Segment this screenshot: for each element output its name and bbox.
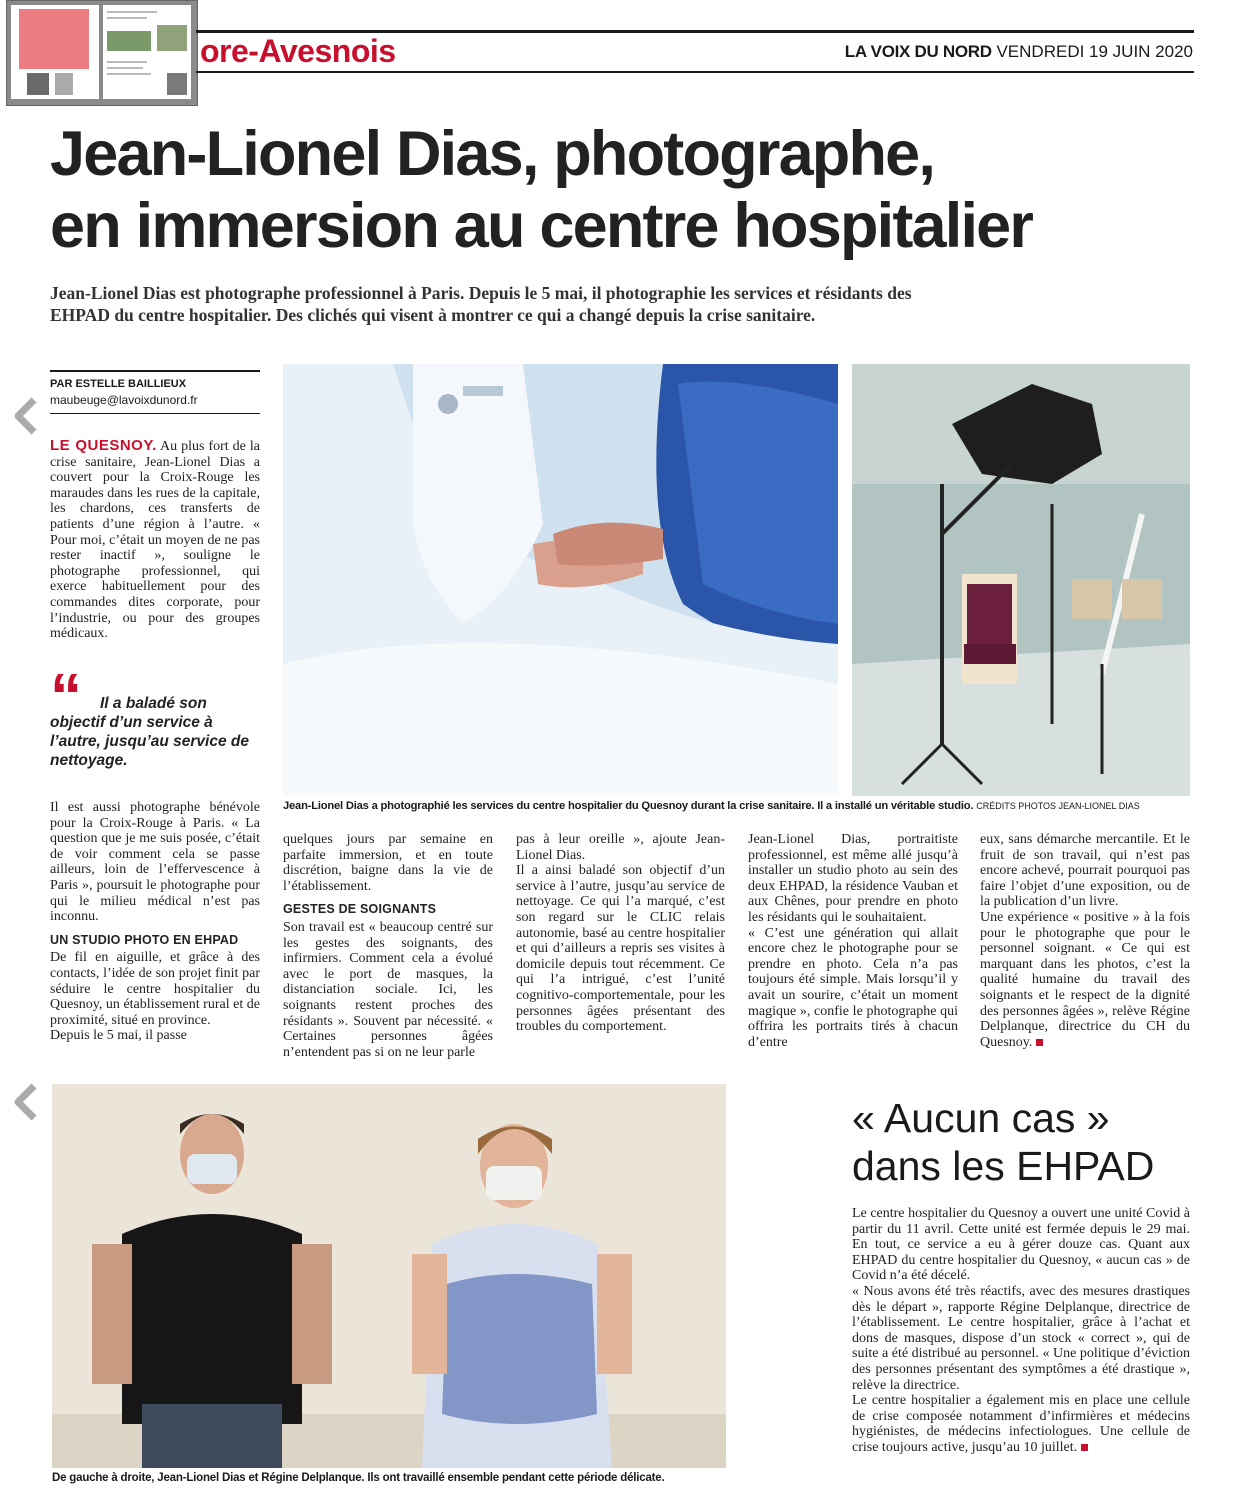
headline: [50, 118, 1190, 262]
subheading: UN STUDIO PHOTO EN EHPAD: [50, 932, 239, 947]
paragraph: Le centre hospitalier du Quesnoy a ouvert une unité Covid à partir du 11 avril. Cette unité est fermée depuis le 29 mai. En tout, ce service a eu à gérer douze cas. Quant aux EHPAD du centre hospitalier du Quesnoy, « aucun cas » de Covid n’a été décelé.: [852, 1206, 1190, 1284]
caption-text: Jean-Lionel Dias a photographié les services du centre hospitalier du Quesnoy durant la crise sanitaire. Il a installé un véritable studio.: [283, 800, 974, 812]
prev-arrow-icon[interactable]: [10, 396, 40, 436]
sidebar-title-line: dans les EHPAD: [852, 1143, 1155, 1189]
end-mark-icon: [1081, 1444, 1088, 1451]
paragraph: Une expérience « positive » à la fois pour le photographe que pour le personnel soignant. « Ce qui est marquant dans les photos, c’est la qualité humaine du travail des soignants et le respect de la dignité des personnes âgées », relève Régine Delplanque, directrice du CH du Quesnoy.: [980, 909, 1190, 1050]
article-column-2: [283, 832, 493, 1060]
sidebar-title-line: « Aucun cas »: [852, 1095, 1110, 1141]
article-column-5: [980, 832, 1190, 1050]
subheading: GESTES DE SOIGNANTS: [283, 902, 437, 917]
photo-caption: De gauche à droite, Jean-Lionel Dias et Régine Delplanque. Ils ont travaillé ensemble pendant cette période délicate.: [52, 1472, 665, 1484]
end-mark-icon: [1036, 1039, 1043, 1046]
header-rule-bottom: [196, 71, 1194, 73]
prev-arrow-icon[interactable]: [10, 1082, 40, 1122]
section-title: ore-Avesnois: [200, 33, 396, 69]
paragraph: « C’est une génération qui allait encore chez le photographe pour se prendre en photo. Cela n’a pas toujours été simple. Mais lorsqu’il y avait un sourire, c’était un moment magique », confie le photographe qui offrira les portraits tirés à chacun d’entre: [748, 925, 958, 1050]
photo-portrait: [52, 1084, 726, 1468]
pull-quote: Il a baladé son objectif d’un service à l’autre, jusqu’au service de nettoyage.: [50, 695, 249, 769]
article-standfirst: Jean-Lionel Dias est photographe professionnel à Paris. Depuis le 5 mai, il photographie les services et résidants des EHPAD du centre hospitalier. Des clichés qui visent à montrer ce qui a changé depuis la crise sanitaire.: [50, 283, 912, 325]
masthead: [845, 42, 1193, 62]
paragraph: Jean-Lionel Dias, portraitiste professionnel, est même allé jusqu’à installer un studio photo au sein des deux EHPAD, la résidence Vauban et aux Chênes, pour prendre en photo les résidants qui le souhaitaient.: [748, 832, 958, 925]
paragraph: Au plus fort de la crise sanitaire, Jean-Lionel Dias a couvert pour la Croix-Rouge les maraudes dans les rues de la capitale, les chardons, ces transferts de patients d’une région à l’autre. « Pour moi, c’était un moyen de ne pas rester inactif », souligne le photographe professionnel, qui exerce habituellement pour des commandes dites corporate, pour l’industrie, ou pour des groupes médicaux.: [50, 439, 260, 642]
byline-email[interactable]: maubeuge@lavoixdunord.fr: [50, 393, 198, 407]
headline-line: en immersion au centre hospitalier: [50, 191, 1033, 261]
paragraph: Il est aussi photographe bénévole pour la Croix-Rouge à Paris. « La question que je me suis posée, c’était de voir comment cela se passe ailleurs, loin de l’effervescence à Paris », poursuit le photographe pour qui le milieu médical n’est pas inconnu.: [50, 800, 260, 925]
issue-date: VENDREDI 19 JUIN 2020: [996, 42, 1193, 61]
paragraph: Il a ainsi baladé son objectif d’un service à l’autre, jusqu’au service de nettoyage. Ce qui l’a marqué, c’est son regard sur le CLIC relais autonomie, basé au centre hospitalier et qui d’ailleurs a repris ses visites à domicile depuis tout récemment. Ce qui l’a intrigué, c’est l’unité cognitivo-comportementale, pour les personnes âgées présentant des troubles du comportement.: [516, 863, 725, 1035]
article-column-4: [748, 832, 958, 1050]
photo-studio: [852, 364, 1190, 796]
paragraph: Son travail est « beaucoup centré sur les gestes des soignants, des infirmiers. Comment cela a évolué avec le port de masques, la distanciation sociale. Ici, les soignants restent proches des résidants ». Souvent par nécessité. « Certaines personnes âgées n’entendent pas si on ne leur parle: [283, 919, 493, 1060]
byline-author: PAR ESTELLE BAILLIEUX: [50, 378, 187, 390]
photo-caption: [283, 800, 1193, 812]
headline-line: Jean-Lionel Dias, photographe,: [50, 119, 935, 189]
thumbnail-highlight: [19, 9, 89, 69]
article-column-3: [516, 832, 725, 1035]
photo-hands: [283, 364, 838, 796]
paragraph: De fil en aiguille, et grâce à des contacts, l’idée de son projet finit par séduire le centre hospitalier du Quesnoy, un établissement rural et de proximité, situé en province.: [50, 950, 260, 1028]
quote-mark-icon: “: [50, 660, 82, 732]
photo-credits: CRÉDITS PHOTOS JEAN-LIONEL DIAS: [976, 801, 1140, 811]
article-column-1-lower: [50, 800, 260, 1044]
paragraph: eux, sans démarche mercantile. Et le fruit de son travail, qui n’est pas encore achevé, pourrait pourquoi pas faire l’objet d’une exposition, ou de la publication d’un livre.: [980, 832, 1190, 910]
page-thumbnail[interactable]: [6, 0, 198, 106]
paragraph: Le centre hospitalier a également mis en place une cellule de crise composée notamment d’infirmières et médecins hygiénistes, de médecins infectiologues. Une cellule de crise toujours active, jusqu’au 10 juillet.: [852, 1393, 1190, 1455]
byline-rule: [50, 413, 260, 414]
paragraph: « Nous avons été très réactifs, avec des mesures drastiques dès le départ », rapporte Régine Delplanque, directrice de l’établissement. Le centre hospitalier, grâce à l’achat et dons de masques, dispose d’un stock « correct », qui de suite a été distribué au personnel. « Une politique d’éviction des personnes présentant des symptômes a été drastique », relève la directrice.: [852, 1283, 1190, 1393]
paragraph: quelques jours par semaine en parfaite immersion, et en toute discrétion, baigne dans la vie de l’établissement.: [283, 832, 493, 894]
sidebar-title: [852, 1094, 1192, 1190]
paper-name: LA VOIX DU NORD: [844, 42, 992, 61]
article-column-1: [50, 438, 260, 642]
byline-rule: [50, 370, 260, 372]
sidebar-body: [852, 1206, 1190, 1456]
dateline: LE QUESNOY.: [50, 437, 157, 454]
paragraph: pas à leur oreille », ajoute Jean-Lionel Dias.: [516, 832, 725, 863]
paragraph: Depuis le 5 mai, il passe: [50, 1028, 187, 1044]
